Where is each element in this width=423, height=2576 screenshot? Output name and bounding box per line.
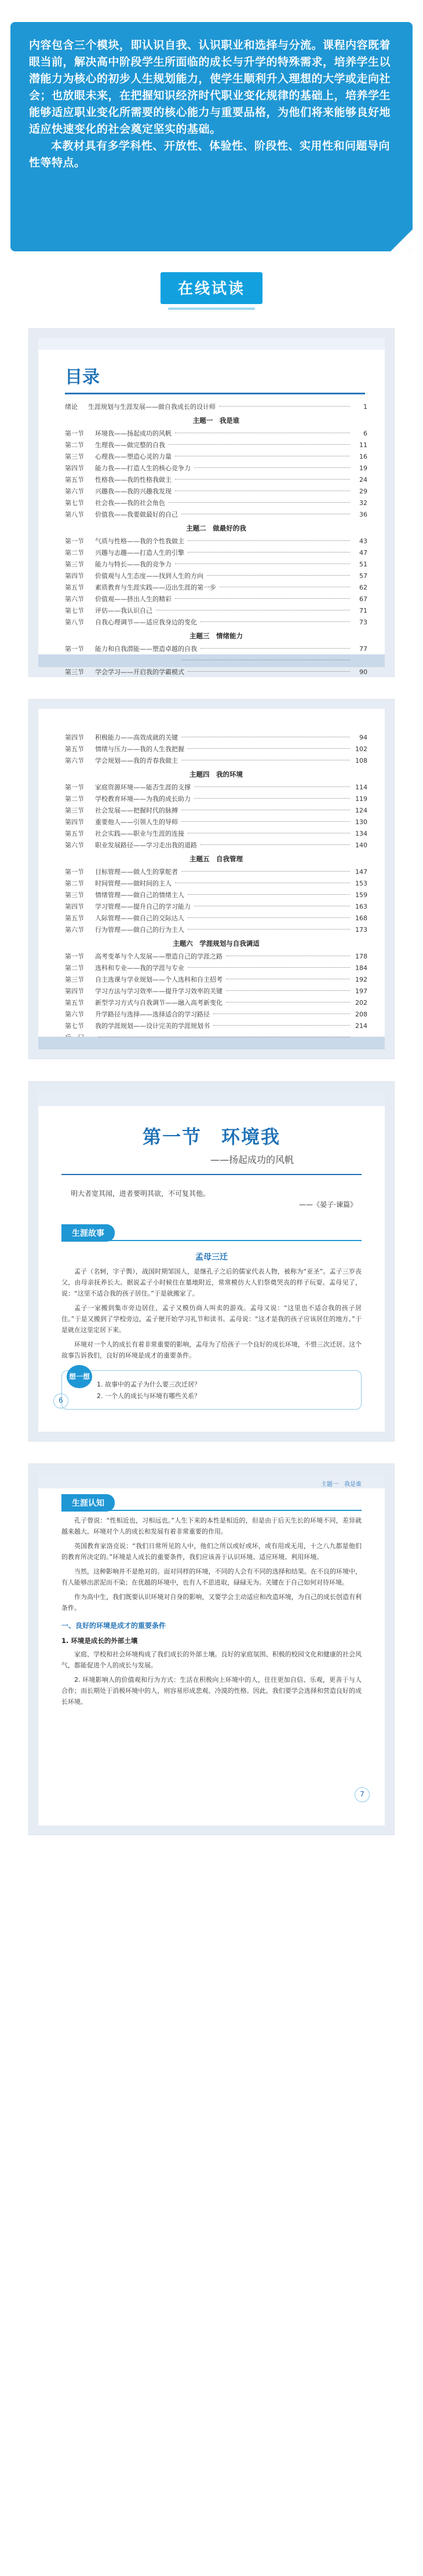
toc-row-title: 学会规划——我的青春我做主 [95,757,178,764]
toc-row-number: 第二节 [65,549,84,557]
toc-row-title: 价值我——我要做最好的自己 [95,511,178,518]
toc-row-page: 73 [359,619,367,626]
toc-leader [188,967,350,968]
toc-row-page: 140 [355,841,367,849]
toc-row-number: 第七节 [65,607,84,614]
toc-row [65,594,367,605]
toc-row [65,974,367,986]
toc-row [65,605,367,617]
toc-row-page: 90 [359,668,367,676]
toc-row-page: 1 [363,403,367,411]
toc-row-title: 能力和自我潜能——塑造卓越的自我 [95,645,197,653]
paragraph: 2. 环境影响人的价值观和行为方式：生活在积极向上环境中的人，往往更加自信、乐观，更善于与人合作；而长期处于消极环境中的人，则容易形成悲观、冷漠的性格。因此，我们要学会选择和营造良好的成长环境。 [61,1676,362,1706]
toc-row-title: 自我心理调节——适应我身边的变化 [95,619,197,626]
intro-box [10,22,413,251]
toc-row-number: 第七节 [65,499,84,507]
toc-row [65,547,367,559]
toc-row-page: 173 [355,926,367,934]
toc-row-page: 163 [355,903,367,910]
subheading-2: 1. 环境是成长的外部土壤 [61,1637,138,1645]
toc-leader [188,917,350,918]
toc-row-page: 57 [359,572,367,580]
toc-leader [213,1013,350,1014]
tag-line [38,1224,385,1241]
toc-row [65,643,367,655]
toc-row-number: 第一节 [65,953,84,960]
toc-row-number: 第二节 [65,795,84,803]
toc-row-title: 评估——我认识自己 [95,607,152,614]
toc-row [65,866,367,878]
toc-row [65,951,367,963]
toc-leader [169,444,350,445]
toc-row-title: 生理我——做完整的自我 [95,441,165,449]
toc-unit-heading: 主题四 我的环境 [189,770,243,778]
toc-row-page: 108 [355,757,367,764]
toc-row-page: 119 [355,795,367,803]
paragraph: 家庭、学校和社会环境构成了我们成长的外部土壤。良好的家庭氛围、积极的校园文化和健康的社会风气，都能促进个人的成长与发展。 [61,1651,362,1669]
toc-unit-heading: 主题五 自我管理 [189,855,243,863]
toc-leader [175,479,350,480]
toc-row-number: 第二节 [65,964,84,972]
toc-leader [194,798,350,799]
toc-row-page: 102 [355,745,367,753]
toc-row-title: 价值观与人生态度——找到人生的方向 [95,572,203,580]
question-1: 1. 故事中的孟子为什么要三次迁居？ [97,1381,200,1388]
toc-row-title: 重要他人——引领人生的导师 [95,818,178,826]
toc-row-number: 第三节 [65,807,84,814]
toc-row [65,1009,367,1020]
toc-row-page: 43 [359,537,367,545]
toc-leader [188,671,350,672]
toc-row-title: 升学路径与选择——选择适合的学习路径 [95,1011,210,1018]
toc-row-page: 51 [359,561,367,568]
toc-row-page: 32 [359,499,367,507]
paragraph: 英国教育家洛克说：“我们日常所见的人中，他们之所以或好或坏，或有用或无用，十之八九都是他们的教育所决定的。”环境是人成长的重要条件，我们应该善于认识环境、适应环境、利用环境。 [61,1542,362,1561]
toc-row [65,890,367,901]
toc-row-title: 目标管理——做人生的掌舵者 [95,868,178,876]
lesson-title: 第一节 环境我 [142,1126,280,1148]
toc-row-title: 行为管理——做自己的行为主人 [95,926,184,934]
toc-row-number: 第六节 [65,841,84,849]
paragraph: 环境对一个人的成长有着非常重要的影响，孟母为了给孩子一个良好的成长环境，不惜三次迁居。这个故事告诉我们，良好的环境是成才的重要条件。 [61,1341,362,1359]
preview-page-lesson-2 [29,1464,394,1835]
toc-row-title: 社会实践——职业与生涯的连接 [95,830,184,837]
toc-row [65,451,367,463]
toc-row-page: 178 [355,953,367,960]
toc-row-page: 71 [359,607,367,614]
toc-row-number: 第五节 [65,584,84,591]
toc-row-page: 184 [355,964,367,972]
toc-leader [188,540,350,541]
toc-leader [175,598,350,599]
toc-list-2 [38,709,385,1044]
toc-row-title: 积极能力——高效成就的关键 [95,734,178,741]
toc-row [65,840,367,851]
toc-row [65,805,367,817]
toc-row-number: 第八节 [65,511,84,518]
toc-row-page: 36 [359,511,367,518]
toc-row [65,755,367,767]
toc-row [65,1020,367,1032]
toc-row-title: 能力我——打造人生的核心竞争力 [95,464,191,472]
toc-row-title: 兴趣我——我的兴趣我发现 [95,488,172,495]
toc-row-number: 第五节 [65,999,84,1007]
toc-row-page: 134 [355,830,367,837]
toc-leader [200,648,350,649]
toc-row-number: 第一节 [65,645,84,653]
page-header-bar [38,1091,385,1106]
toc-row-page: 62 [359,584,367,591]
toc-row-title: 素质教育与生涯实践——迈出生涯的第一步 [95,584,216,591]
toc-row-page: 77 [359,645,367,653]
preview-page-toc-2 [29,700,394,1059]
toc-row-page: 147 [355,868,367,876]
toc-row-title: 自主选课与学业规划——个人选科和自主招考 [95,976,223,983]
paragraph: 当然，这种影响并不是绝对的。面对同样的环境，不同的人会有不同的选择和结果。在不良的环境中，有人能够出淤泥而不染；在优越的环境中，也有人不思进取，碌碌无为。关键在于自己如何对待环境。 [61,1568,362,1586]
toc-leader [181,871,350,872]
toc-row-page: 202 [355,999,367,1007]
toc-row [65,509,367,521]
toc-row-page: 19 [359,464,367,472]
corner-fold [391,229,413,251]
toc-row-number: 第六节 [65,595,84,603]
toc-row-title: 兴趣与志趣——打造人生的引擎 [95,549,184,557]
toc-leader [188,929,350,930]
toc-row-title: 环境我——扬起成功的风帆 [95,430,172,437]
toc-row-page: 6 [363,430,367,437]
toc-row-page: 67 [359,595,367,603]
toc-row [65,963,367,974]
toc-row-title: 学习方法与学习效率——提升学习效率的关键 [95,987,223,995]
toc-row-title: 能力与特长——我的竞争力 [95,561,172,568]
toc-row [65,474,367,486]
toc-row-title: 时间管理——做时间的主人 [95,880,172,887]
toc-leader [213,1025,350,1026]
toc-row-number: 第六节 [65,1011,84,1018]
toc-row [65,570,367,582]
toc-row [65,617,367,628]
toc-row-number: 第六节 [65,926,84,934]
toc-row-number: 第三节 [65,561,84,568]
toc-row-number: 第四节 [65,572,84,580]
toc-row-title: 选科和专业——我的学涯与专业 [95,964,184,972]
toc-row-number: 第五节 [65,476,84,484]
toc-row-title: 情绪管理——做自己的情绪主人 [95,891,184,899]
toc-row-page: 47 [359,549,367,557]
toc-row-number: 第四节 [65,464,84,472]
toc-row-page: 16 [359,453,367,460]
toc-row [65,901,367,913]
preview-page-toc [29,329,394,676]
toc-row-title: 心理我——塑造心灵的力量 [95,453,172,460]
page-bottom-band [38,1037,385,1049]
page-number: 6 [53,1393,68,1408]
page-bottom-band [38,654,385,667]
think-badge: 想一想 [67,1365,92,1388]
toc-row-title: 价值观——挤出人生的精彩 [95,595,172,603]
toc-row [65,732,367,744]
toc-row [65,986,367,997]
cognition-paragraphs-2 [38,1649,385,1707]
toc-row-page: 11 [359,441,367,449]
toc-row-number: 第五节 [65,745,84,753]
toc-row-title: 学校教育环境——为我的成长助力 [95,795,191,803]
toc-row-page: 214 [355,1022,367,1030]
preview-page-lesson [29,1082,394,1441]
toc-row-number: 第四节 [65,987,84,995]
toc-row-number: 第三节 [65,891,84,899]
toc-list [38,394,385,678]
section-title: 在线试读 [161,272,262,304]
toc-row [65,828,367,840]
toc-row-title: 新型学习方式与自我调节——融入高考新变化 [95,999,223,1007]
paragraph: 孔子曾说：“性相近也，习相远也。”人生下来的本性是相近的，但是由于后天生长的环境不同，差异就越来越大。环境对个人的成长和发展有着非常重要的作用。 [61,1517,362,1535]
toc-row-page: 192 [355,976,367,983]
toc-row-page: 159 [355,891,367,899]
toc-row-number: 第三节 [65,453,84,460]
toc-row [65,428,367,440]
toc-row [65,667,367,678]
toc-row [65,878,367,890]
toc-unit-heading: 主题六 学涯规划与自我调适 [173,939,260,947]
toc-leader [200,844,350,845]
story-tag: 生涯故事 [61,1224,115,1242]
paragraph: 孟子一家搬到集市旁边居住，孟子又模仿商人叫卖的游戏。孟母又说：“这里也不适合我的孩子居住。”于是又搬到了学校旁边，孟子便开始学习礼节和读书。孟母说：“这才是我的孩子应该居住的地方。”于是就在这里定居下来。 [61,1304,362,1334]
toc-row-page: 153 [355,880,367,887]
tag-line [38,1494,385,1510]
toc-row-title: 生涯规划与生涯发展——做自我成长的设计师 [88,403,216,411]
toc-row [65,486,367,497]
toc-title: 目录 [65,367,100,387]
intro-text: 内容包含三个模块，即认识自我、认识职业和选择与分流。课程内容既着眼当前，解决高中阶段学生所面临的成长与升学的特殊需求，培养学生以潜能力为核心的初步人生规划能力，使学生顺利升入理想的大学或走向社会；也放眼未来，在把握知识经济时代职业变化规律的基础上，培养学生能够适应职业变化所需要的核心能力与重要品格，为他们将来能够良好地适应快速变化的社会奠定坚实的基础。 [29,39,391,136]
toc-row-page: 124 [355,807,367,814]
toc-row [65,913,367,924]
page-top-band [38,338,385,350]
toc-row [65,440,367,451]
toc-row-title: 学习管理——提升自己的学习能力 [95,903,191,910]
toc-row-title: 职业发展路径——学习走出我的道路 [95,841,197,849]
toc-leader [188,894,350,895]
toc-row-title: 社会发展——把握时代的脉搏 [95,807,178,814]
toc-leader [226,990,350,991]
toc-leader [188,748,350,749]
intro-text-2: 本教材具有多学科性、开放性、体验性、阶段性、实用性和问题导向性等特点。 [29,140,391,169]
cognition-tag: 生涯认知 [61,1494,115,1512]
toc-leader [181,821,350,822]
toc-row [65,997,367,1009]
toc-row-page: 208 [355,1011,367,1018]
toc-row-title: 气质与性格——我的个性我做主 [95,537,184,545]
toc-row-page: 29 [359,488,367,495]
toc-row-number: 绪论 [65,403,78,411]
toc-row-title: 我的学涯规划——设计完美的学涯规划书 [95,1022,210,1030]
running-head: 主题一 我是谁 [321,1481,362,1488]
toc-unit-heading: 主题三 情绪能力 [189,632,243,640]
toc-row-page: 114 [355,784,367,791]
paragraph: 作为高中生，我们既要认识环境对自身的影响，又要学会主动适应和改造环境，为自己的成长创造有利条件。 [61,1593,362,1612]
toc-row-title: 家庭资源环境——能否生涯的支撑 [95,784,191,791]
toc-row-page: 168 [355,914,367,922]
toc-row-page: 24 [359,476,367,484]
toc-row-number: 第六节 [65,488,84,495]
story-paragraphs [38,1266,385,1361]
lesson-quote: 明大者宽其闻，进者要明其欲，不可复其他。 [71,1190,210,1198]
toc-leader [169,502,350,503]
toc-row [65,582,367,594]
think-box [61,1370,362,1410]
page-number: 7 [355,1787,370,1802]
toc-row-number: 第五节 [65,830,84,837]
toc-row-page: 197 [355,987,367,995]
toc-row-title: 社会我——我的社会角色 [95,499,165,507]
toc-row-number: 第四节 [65,818,84,826]
toc-row-number: 第七节 [65,1022,84,1030]
toc-row [65,463,367,474]
toc-row-number: 第五节 [65,914,84,922]
subheading: 一、良好的环境是成才的重要条件 [61,1622,166,1630]
toc-row-number: 第四节 [65,734,84,741]
toc-leader [200,621,350,622]
toc-row [65,817,367,828]
toc-row-number: 第二节 [65,880,84,887]
toc-row-title: 性格我——我的性格我做主 [95,476,172,484]
toc-leader [194,467,350,468]
toc-row-number: 第三节 [65,976,84,983]
toc-row [65,744,367,755]
toc-row-title: 情绪与压力——我的人生我把握 [95,745,184,753]
toc-row [65,782,367,793]
toc-row-page: 94 [359,734,367,741]
paragraph: 孟子（名轲，字子舆），战国时期邹国人，是继孔子之后的儒家代表人物，被称为“亚圣”。孟子三岁丧父，由母亲抚养长大。据说孟子小时候住在墓地附近，常常模仿大人们祭奠哭丧的样子玩耍。孟母见了，说：“这里不适合我的孩子居住。”于是就搬家了。 [61,1268,362,1297]
toc-unit-heading: 主题一 我是谁 [192,416,240,425]
toc-row-number: 第一节 [65,537,84,545]
toc-row-title: 高考变革与个人发展——塑造自己的学涯之路 [95,953,223,960]
toc-row-title: 人际管理——做自己的交际达人 [95,914,184,922]
toc-row-title: 学会学习——开启我的学霸模式 [95,668,184,676]
toc-row-number: 第六节 [65,757,84,764]
toc-row [65,497,367,509]
question-2: 2. 一个人的成长与环境有哪些关系？ [97,1392,200,1400]
toc-row-page: 130 [355,818,367,826]
toc-row-number: 第一节 [65,430,84,437]
toc-row-number: 第三节 [65,668,84,676]
story-title: 孟母三迁 [195,1253,228,1262]
section-header [0,272,423,304]
quote-source: ——《晏子·谏篇》 [299,1201,357,1209]
toc-row [65,401,367,413]
lesson-subtitle: ——扬起成功的风帆 [210,1154,294,1165]
toc-leader [207,575,350,576]
cognition-paragraphs [38,1515,385,1613]
toc-row [65,793,367,805]
toc-row-number: 第二节 [65,441,84,449]
toc-row-number: 第八节 [65,619,84,626]
toc-row [65,536,367,547]
toc-row-number: 第一节 [65,784,84,791]
toc-unit-heading: 主题二 做最好的我 [186,524,246,532]
toc-row-number: 第四节 [65,903,84,910]
toc-leader [194,786,350,787]
toc-row [65,559,367,570]
toc-leader [219,406,350,407]
toc-row-number: 第一节 [65,868,84,876]
toc-row [65,924,367,936]
